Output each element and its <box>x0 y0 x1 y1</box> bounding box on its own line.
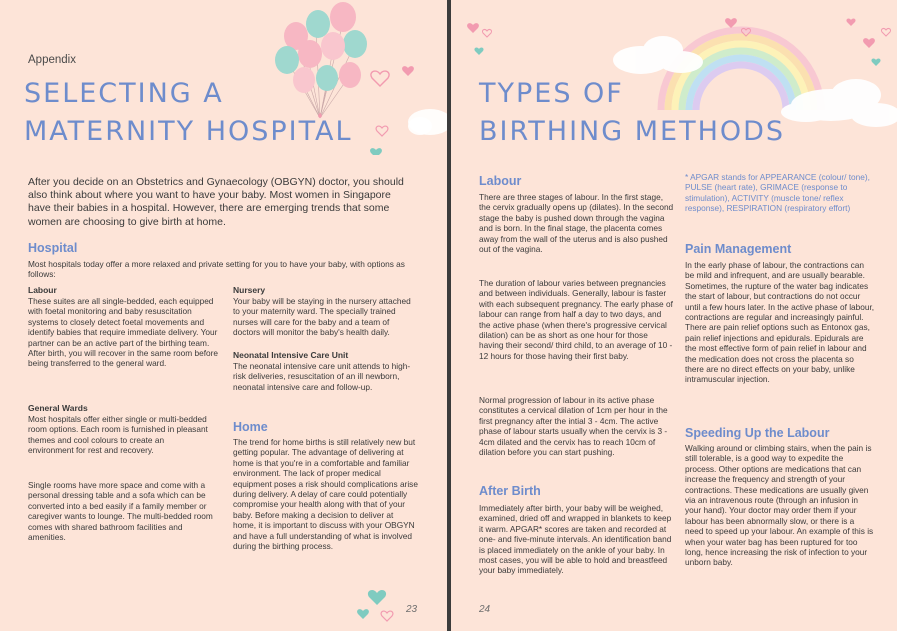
hearts-decoration-right <box>461 15 501 60</box>
labour-suites-heading: Labour <box>28 285 57 295</box>
home-heading: Home <box>233 420 268 434</box>
cloud-decoration <box>400 100 447 140</box>
left-page <box>0 0 447 631</box>
general-wards-text-2: Single rooms have more space and come with a personal dressing table and a sofa which can be converted into a bed easily if a family member or caregiver wants to lounge. The multi-bedded room comes with shared bathroom facilities and amenities. <box>28 480 213 543</box>
after-birth-heading: After Birth <box>479 484 541 498</box>
page-title-line1: TYPES OF <box>479 78 624 109</box>
page-title-line1: SELECTING A <box>24 78 224 109</box>
labour-progression-text: Normal progression of labour in its active phase constitutes a cervical dilation of 1cm per hour in the first pregnancy after the intial 3 - 4cm. The active phase of labour starts usually when the cervix is 3 - 4cm dilated and the cervix has to reach 10cm of dilation before you can start pushing. <box>479 395 668 458</box>
pain-management-text: In the early phase of labour, the contractions can be mild and infrequent, and are usually bearable. Sometimes, the rupture of the water bag indicates the start of labour, but contractions do not occur until a few hours later. In the active phase of labour, contractions are regular and increasingly painful. There are pain relief options such as Entonox gas, pain relief injections and epidurals. Epidurals are the most effective form of pain relief in labour and the medication does not cross the placenta so there are no direct effects on your baby, unlike intramuscular injection. <box>685 260 875 385</box>
labour-duration-text: The duration of labour varies between pregnancies and between individuals. Generally, labour is faster with each subsequent pregnancy. The early phase of labour can range from half a day to two days, and the active phase (when there's progressive cervical dilation) can be as short as one hour for those having their second/ third child, to an average of 10 - 12 hours for those having their first baby. <box>479 278 673 361</box>
balloons-illustration <box>258 0 373 125</box>
pain-management-heading: Pain Management <box>685 242 792 256</box>
appendix-label: Appendix <box>28 54 76 66</box>
nursery-heading: Nursery <box>233 285 266 295</box>
nicu-text: The neonatal intensive care unit attends to high-risk deliveries, resuscitation of an ill newborn, neonatal intensive care and follow-up. <box>233 361 411 392</box>
labour-heading: Labour <box>479 174 522 188</box>
after-birth-text: Immediately after birth, your baby will be weighed, examined, dried off and wrapped in blankets to keep it warm. APGAR* scores are taken and recorded at one- and five-minute intervals. An identification band is placed immediately on the ankle of your baby. In most cases, you will be able to hold and breastfeed your baby immediately. <box>479 503 672 576</box>
general-wards-heading: General Wards <box>28 403 88 413</box>
intro-paragraph: After you decide on an Obstetrics and Gynaecology (OBGYN) doctor, you should also think about where you want to have your baby. Most women in Singapore have their babies in a hospital. However, there are emerging trends that some women are choosing to give birth at home. <box>28 176 404 228</box>
hearts-footer-decoration <box>355 583 400 623</box>
nursery-text: Your baby will be staying in the nursery attached to your maternity ward. The specially trained nurses will care for the baby and a team of doctors will monitor the baby's health daily. <box>233 296 411 338</box>
page-number: 24 <box>479 604 491 615</box>
page-number: 23 <box>406 604 418 615</box>
general-wards-text: Most hospitals offer either single or multi-bedded room options. Each room is furnished in pleasant themes and cool colours to create an environment for rest and recovery. <box>28 414 208 456</box>
labour-text: There are three stages of labour. In the first stage, the cervix gradually opens up (dilates). In the second stage the baby is pushed down through the vagina and is born. In the final stage, the placenta comes away from the wall of the uterus and is also pushed out of the vagina. <box>479 192 674 255</box>
hospital-text: Most hospitals today offer a more relaxed and private setting for you to have your baby, with options as follows: <box>28 259 405 280</box>
labour-suites-text: These suites are all single-bedded, each equipped with foetal monitoring and baby resuscitation systems to closely detect foetal movements and identify babies that require immediate delivery. Your partner can be an active part of the birthing team. After birth, you will recover in the same room before being transferred to the general ward. <box>28 296 218 369</box>
apgar-footnote: * APGAR stands for APPEARANCE (colour/ tone), PULSE (heart rate), GRIMACE (response to stimulation), ACTIVITY (muscle tone/ reflex response), RESPIRATION (respiratory effort) <box>685 172 870 214</box>
home-text: The trend for home births is still relatively new but getting popular. The advantage of delivering at home is that you're in a comfortable and familiar environment. The lack of proper medical equipment poses a risk should complications arise during delivery. A delay of care could potentially compromise your health along with that of your baby. Before making a decision to deliver at home, it is important to discuss with your OBGYN and have a full understanding of what is involved during the birthing process. <box>233 437 418 552</box>
hospital-heading: Hospital <box>28 241 78 255</box>
page-title-line2: MATERNITY HOSPITAL <box>24 116 353 147</box>
nicu-heading: Neonatal Intensive Care Unit <box>233 350 349 360</box>
page-title-line2: BIRTHING METHODS <box>479 116 786 147</box>
right-page <box>451 0 897 631</box>
speeding-up-text: Walking around or climbing stairs, when the pain is still tolerable, is a good way to expedite the process. Other options are medications that can increase the frequency and strength of your contractions. These medications are usually given via an intravenous route (through an infusion in your hand). Your doctor may order them if your labour has been abnormally slow, or there is a need to speed up your labour. An example of this is when your water bag has been ruptured for too long, hence increasing the risk of infection to your unborn baby. <box>685 443 874 568</box>
speeding-up-heading: Speeding Up the Labour <box>685 426 830 440</box>
